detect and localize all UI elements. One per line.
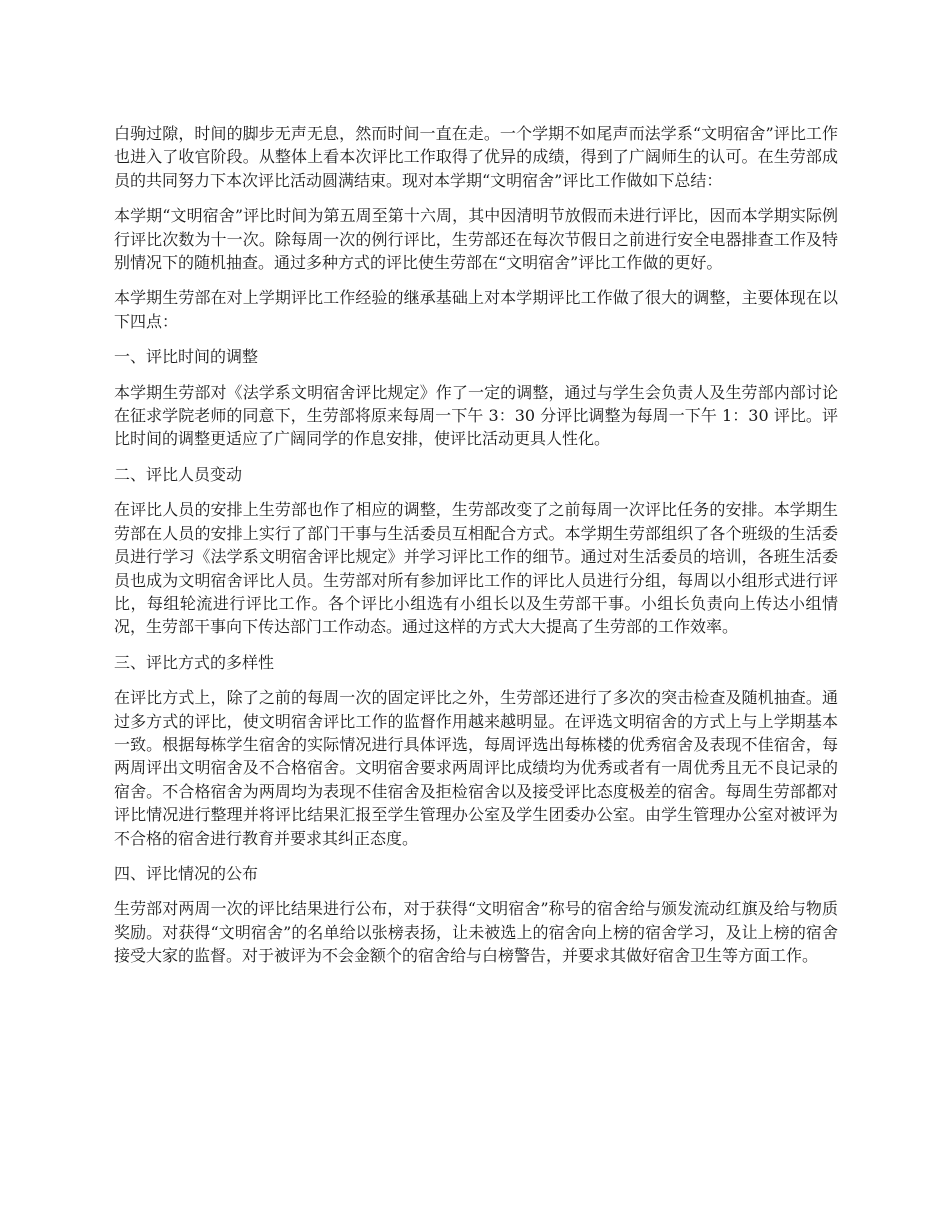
section-heading-announcement: 四、评比情况的公布 — [114, 863, 259, 883]
section-heading-staff: 二、评比人员变动 — [114, 464, 243, 484]
announcement-paragraph: 生劳部对两周一次的评比结果进行公布，对于获得“文明宿舍”称号的宿舍给与颁发流动红旗及给与物质奖励。对获得“文明宿舍”的名单给以张榜表扬，让未被选上的宿舍向上榜的宿舍学习，及让上榜的宿舍接受大家的监督。对于被评为不会金额个的宿舍给与白榜警告，并要求其做好宿舍卫生等方面工作。 — [114, 899, 838, 966]
staff-change-paragraph: 在评比人员的安排上生劳部也作了相应的调整，生劳部改变了之前每周一次评比任务的安排。本学期生劳部在人员的安排上实行了部门干事与生活委员互相配合方式。本学期生劳部组织了各个班级的生活委员进行学习《法学系文明宿舍评比规定》并学习评比工作的细节。通过对生活委员的培训，各班生活委员也成为文明宿舍评比人员。生劳部对所有参加评比工作的评比人员进行分组，每周以小组形式进行评比，每组轮流进行评比工作。各个评比小组选有小组长以及生劳部干事。小组长负责向上传达小组情况，生劳部干事向下传达部门工作动态。通过这样的方式大大提高了生劳部的工作效率。 — [114, 500, 838, 637]
time-adjustment-paragraph: 本学期生劳部对《法学系文明宿舍评比规定》作了一定的调整，通过与学生会负责人及生劳部内部讨论在征求学院老师的同意下，生劳部将原来每周一下午 3：30 分评比调整为每周一下午 1：30 评比。评比时间的调整更适应了广阔同学的作息安排，使评比活动更具人性化。 — [114, 382, 838, 449]
adjustment-summary-paragraph: 本学期生劳部在对上学期评比工作经验的继承基础上对本学期评比工作做了很大的调整，主要体现在以下四点： — [114, 288, 838, 331]
document-page — [114, 122, 838, 980]
intro-paragraph: 白驹过隙，时间的脚步无声无息，然而时间一直在走。一个学期不如尾声而法学系“文明宿舍”评比工作也进入了收官阶段。从整体上看本次评比工作取得了优异的成绩，得到了广阔师生的认可。在生劳部成员的共同努力下本次评比活动圆满结束。现对本学期“文明宿舍”评比工作做如下总结： — [114, 124, 838, 190]
schedule-paragraph: 本学期“文明宿舍”评比时间为第五周至第十六周，其中因清明节放假而未进行评比，因而本学期实际例行评比次数为十一次。除每周一次的例行评比，生劳部还在每次节假日之前进行安全电器排查工作及特别情况下的随机抽查。通过多种方式的评比使生劳部在“文明宿舍”评比工作做的更好。 — [114, 206, 838, 273]
section-heading-methods: 三、评比方式的多样性 — [114, 652, 275, 672]
methods-paragraph: 在评比方式上，除了之前的每周一次的固定评比之外，生劳部还进行了多次的突击检查及随机抽查。通过多方式的评比，使文明宿舍评比工作的监督作用越来越明显。在评选文明宿舍的方式上与上学期基本一致。根据每栋学生宿舍的实际情况进行具体评选，每周评选出每栋楼的优秀宿舍及表现不佳宿舍，每两周评出文明宿舍及不合格宿舍。文明宿舍要求两周评比成绩均为优秀或者有一周优秀且无不良记录的宿舍。不合格宿舍为两周均为表现不佳宿舍及拒检宿舍以及接受评比态度极差的宿舍。每周生劳部都对评比情况进行整理并将评比结果汇报至学生管理办公室及学生团委办公室。由学生管理办公室对被评为不合格的宿舍进行教育并要求其纠正态度。 — [114, 688, 838, 848]
section-heading-time: 一、评比时间的调整 — [114, 347, 259, 367]
